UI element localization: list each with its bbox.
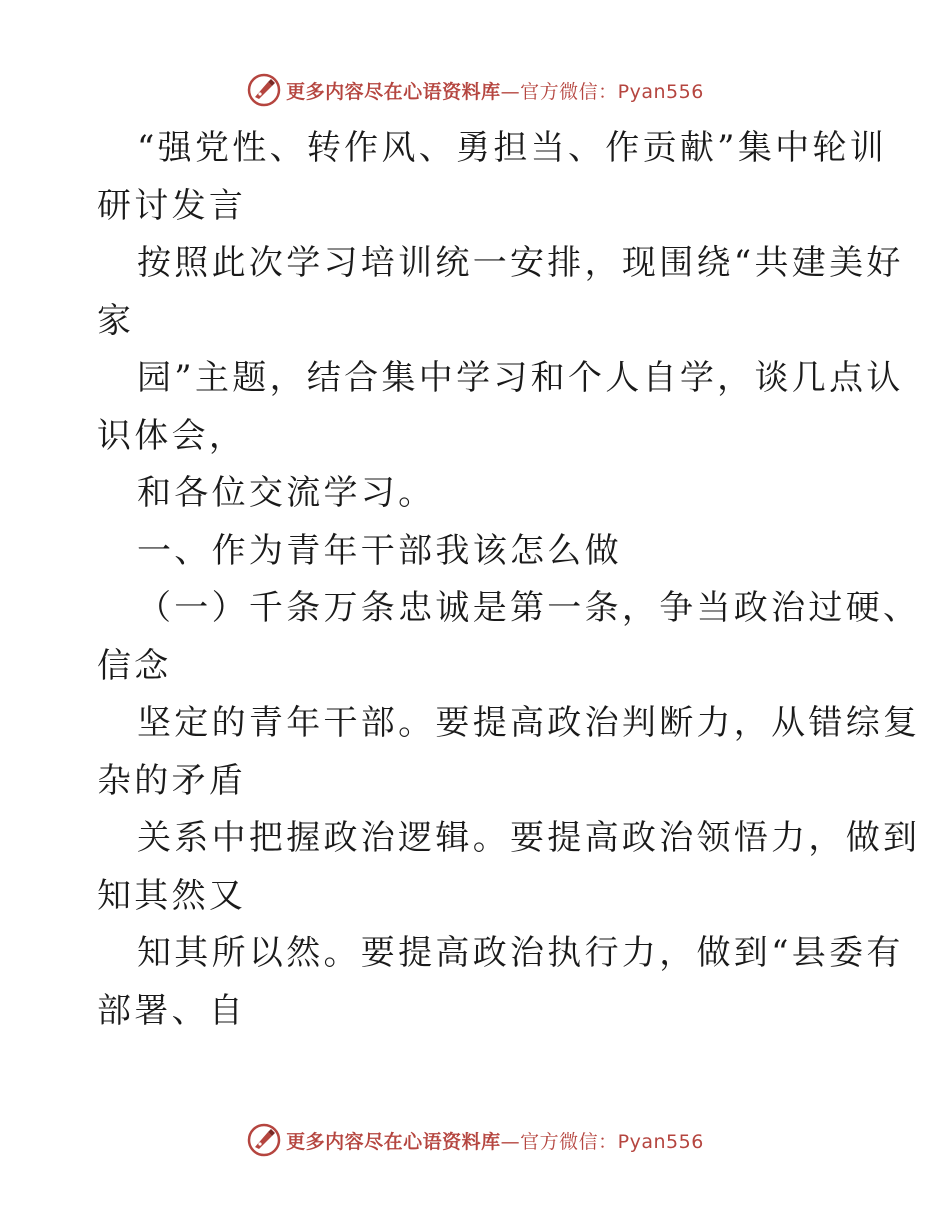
text-line: 关系中把握政治逻辑。要提高政治领悟力，做到 [137, 818, 921, 858]
text-line: 按照此次学习培训统一安排，现围绕“共建美好 [137, 243, 904, 283]
watermark-text: 更多内容尽在心语资料库—官方微信：Pyan556 [286, 1130, 704, 1153]
footer-watermark [0, 1120, 950, 1160]
text-line: 知其然又 [97, 875, 247, 916]
text-line: 研讨发言 [97, 185, 247, 226]
text-line: 和各位交流学习。 [137, 473, 436, 513]
text-line: 信念 [97, 645, 172, 686]
header-watermark [0, 70, 950, 110]
pen-nib-logo-icon [246, 1122, 282, 1158]
text-line: 部署、自 [97, 990, 247, 1031]
text-line: 知其所以然。要提高政治执行力，做到“县委有 [137, 933, 904, 973]
text-line: 杂的矛盾 [97, 760, 247, 801]
text-line: 园”主题，结合集中学习和个人自学，谈几点认 [137, 358, 904, 398]
text-line: “强党性、转作风、勇担当、作贡献”集中轮训 [137, 128, 888, 168]
document-body [97, 120, 921, 1040]
text-line: 坚定的青年干部。要提高政治判断力，从错综复 [137, 703, 921, 743]
text-line: 家 [97, 300, 135, 341]
text-line: （一）千条万条忠诚是第一条，争当政治过硬、 [137, 588, 921, 628]
watermark-text: 更多内容尽在心语资料库—官方微信：Pyan556 [286, 80, 704, 103]
pen-nib-logo-icon [246, 72, 282, 108]
text-line: 一、作为青年干部我该怎么做 [137, 530, 622, 571]
text-line: 识体会， [97, 415, 247, 456]
